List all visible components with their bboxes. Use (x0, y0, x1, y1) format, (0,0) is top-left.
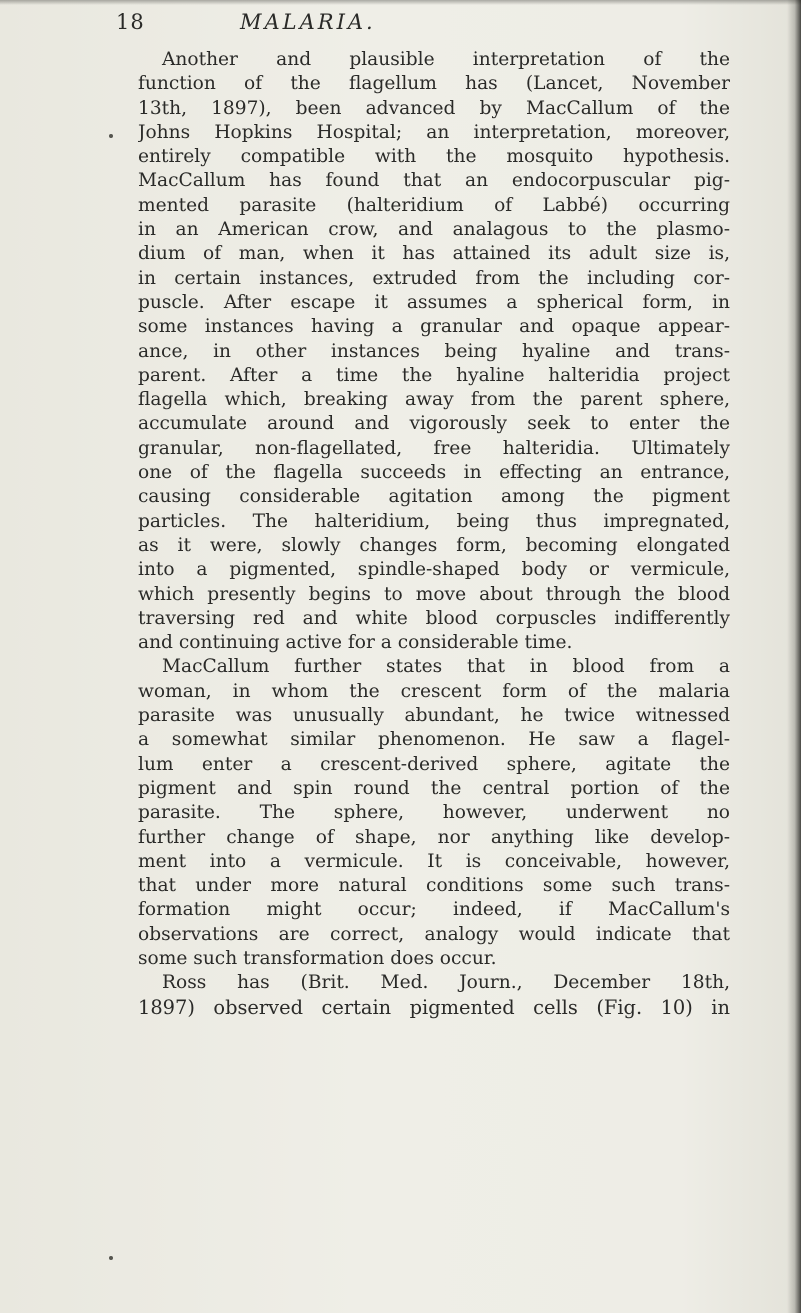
text-line: formation might occur; indeed, if MacCallum's (138, 899, 730, 921)
running-head-title: MALARIA. (240, 10, 376, 34)
text-line: function of the flagellum has (Lancet, November (138, 73, 730, 95)
text-line: dium of man, when it has attained its adult size is, (138, 243, 730, 265)
text-line: a somewhat similar phenomenon. He saw a flagel- (138, 729, 730, 751)
text-line: in an American crow, and analagous to the plasmo- (138, 219, 730, 241)
page-edge-shadow (787, 0, 801, 1313)
text-line: traversing red and white blood corpuscles indifferently (138, 607, 730, 629)
text-line: mented parasite (halteridium of Labbé) occurring (138, 194, 730, 216)
text-line: observations are correct, analogy would indicate that (138, 923, 730, 945)
text-line: ment into a vermicule. It is conceivable, however, (138, 850, 730, 872)
text-line: parasite. The sphere, however, underwent no (138, 802, 730, 824)
text-line: Johns Hopkins Hospital; an interpretation, moreover, (138, 121, 730, 143)
text-line: entirely compatible with the mosquito hypothesis. (138, 146, 730, 168)
text-line: some such transformation does occur. (138, 947, 497, 969)
text-line: granular, non-flagellated, free halteridia. Ultimately (138, 437, 730, 459)
text-line: causing considerable agitation among the pigment (138, 486, 730, 508)
text-line: and continuing active for a considerable time. (138, 632, 573, 654)
text-line: into a pigmented, spindle-shaped body or vermicule, (138, 559, 730, 581)
text-line: one of the flagella succeeds in effecting an entrance, (138, 462, 730, 484)
text-line: further change of shape, nor anything like develop- (138, 826, 730, 848)
text-line: Ross has (Brit. Med. Journ., December 18th, (162, 972, 730, 994)
text-line: particles. The halteridium, being thus impregnated, (138, 510, 730, 532)
page-number: 18 (116, 10, 145, 34)
body-text (138, 48, 730, 1020)
text-line: 1897) observed certain pigmented cells (Fig. 10) in (138, 995, 730, 1019)
text-line: ance, in other instances being hyaline and trans- (138, 340, 730, 362)
text-line: some instances having a granular and opaque appear- (138, 316, 730, 338)
text-line: pigment and spin round the central portion of the (138, 777, 730, 799)
text-line: 13th, 1897), been advanced by MacCallum of the (138, 97, 730, 119)
text-line: parasite was unusually abundant, he twice witnessed (138, 705, 730, 727)
page-top-shadow (0, 0, 801, 5)
text-line: flagella which, breaking away from the parent sphere, (138, 389, 730, 411)
text-line: woman, in whom the crescent form of the malaria (138, 680, 730, 702)
text-line: which presently begins to move about through the blood (138, 583, 730, 605)
margin-mark (109, 1256, 113, 1260)
text-line: accumulate around and vigorously seek to enter the (138, 413, 730, 435)
text-line: MacCallum further states that in blood from a (162, 656, 730, 678)
text-line: Another and plausible interpretation of the (162, 49, 730, 70)
text-line: as it were, slowly changes form, becoming elongated (138, 534, 730, 556)
margin-mark (109, 134, 113, 138)
text-line: lum enter a crescent-derived sphere, agitate the (138, 753, 730, 775)
text-line: parent. After a time the hyaline halteridia project (138, 364, 730, 386)
text-line: MacCallum has found that an endocorpuscular pig- (138, 170, 730, 192)
text-line: puscle. After escape it assumes a spherical form, in (138, 291, 730, 313)
text-line: that under more natural conditions some such trans- (138, 875, 730, 897)
text-line: in certain instances, extruded from the including cor- (138, 267, 730, 289)
